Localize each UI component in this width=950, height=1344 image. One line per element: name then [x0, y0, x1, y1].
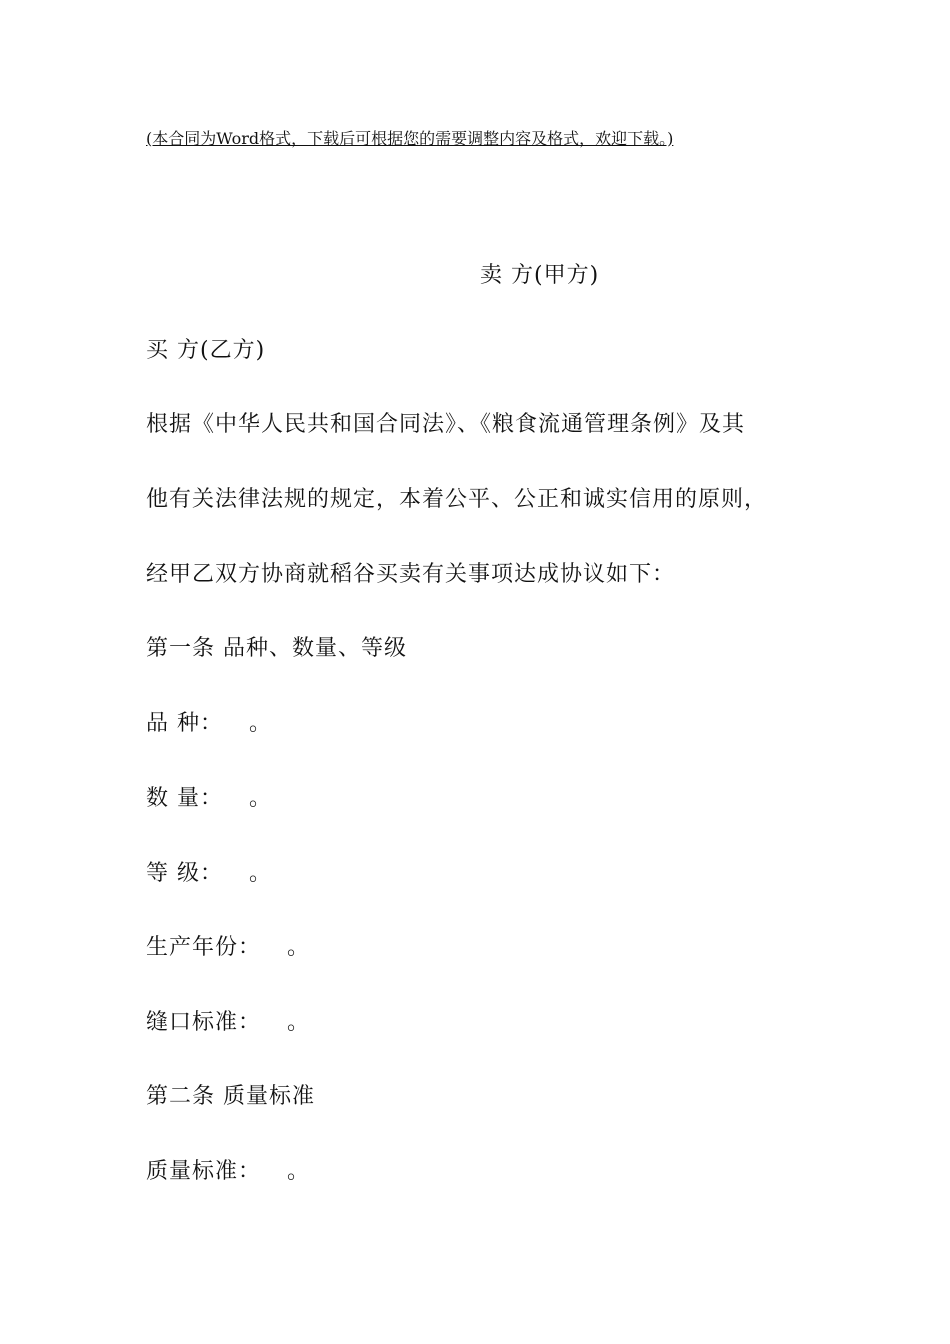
field-value: 。	[249, 786, 273, 811]
field-grade	[146, 859, 272, 889]
preamble-line-1: 根据《中华人民共和国合同法》、《粮食流通管理条例》及其	[146, 412, 746, 437]
field-seam-standard	[146, 1008, 310, 1038]
field-quality-standard	[146, 1157, 310, 1187]
field-label: 缝口标准：	[146, 1010, 262, 1035]
field-variety	[146, 709, 272, 739]
article-1-heading: 第一条 品种、数量、等级	[146, 636, 407, 661]
field-label: 数 量：	[146, 786, 223, 811]
field-label: 质量标准：	[146, 1159, 262, 1184]
field-value: 。	[287, 1159, 311, 1184]
download-notice: (本合同为Word格式，下载后可根据您的需要调整内容及格式，欢迎下载。)	[146, 129, 674, 148]
field-label: 品 种：	[146, 711, 223, 736]
article-2-heading: 第二条 质量标准	[146, 1084, 315, 1109]
field-value: 。	[249, 711, 273, 736]
preamble-line-3: 经甲乙双方协商就稻谷买卖有关事项达成协议如下：	[146, 562, 676, 587]
field-value: 。	[287, 1010, 311, 1035]
buyer-line: 买 方(乙方)	[146, 338, 266, 363]
field-value: 。	[287, 935, 311, 960]
field-quantity	[146, 784, 272, 814]
seller-line: 卖 方(甲方)	[480, 263, 600, 288]
field-label: 生产年份：	[146, 935, 262, 960]
field-production-year	[146, 933, 310, 963]
field-label: 等 级：	[146, 861, 223, 886]
preamble-line-2: 他有关法律法规的规定，本着公平、公正和诚实信用的原则，	[146, 487, 768, 512]
field-value: 。	[249, 861, 273, 886]
